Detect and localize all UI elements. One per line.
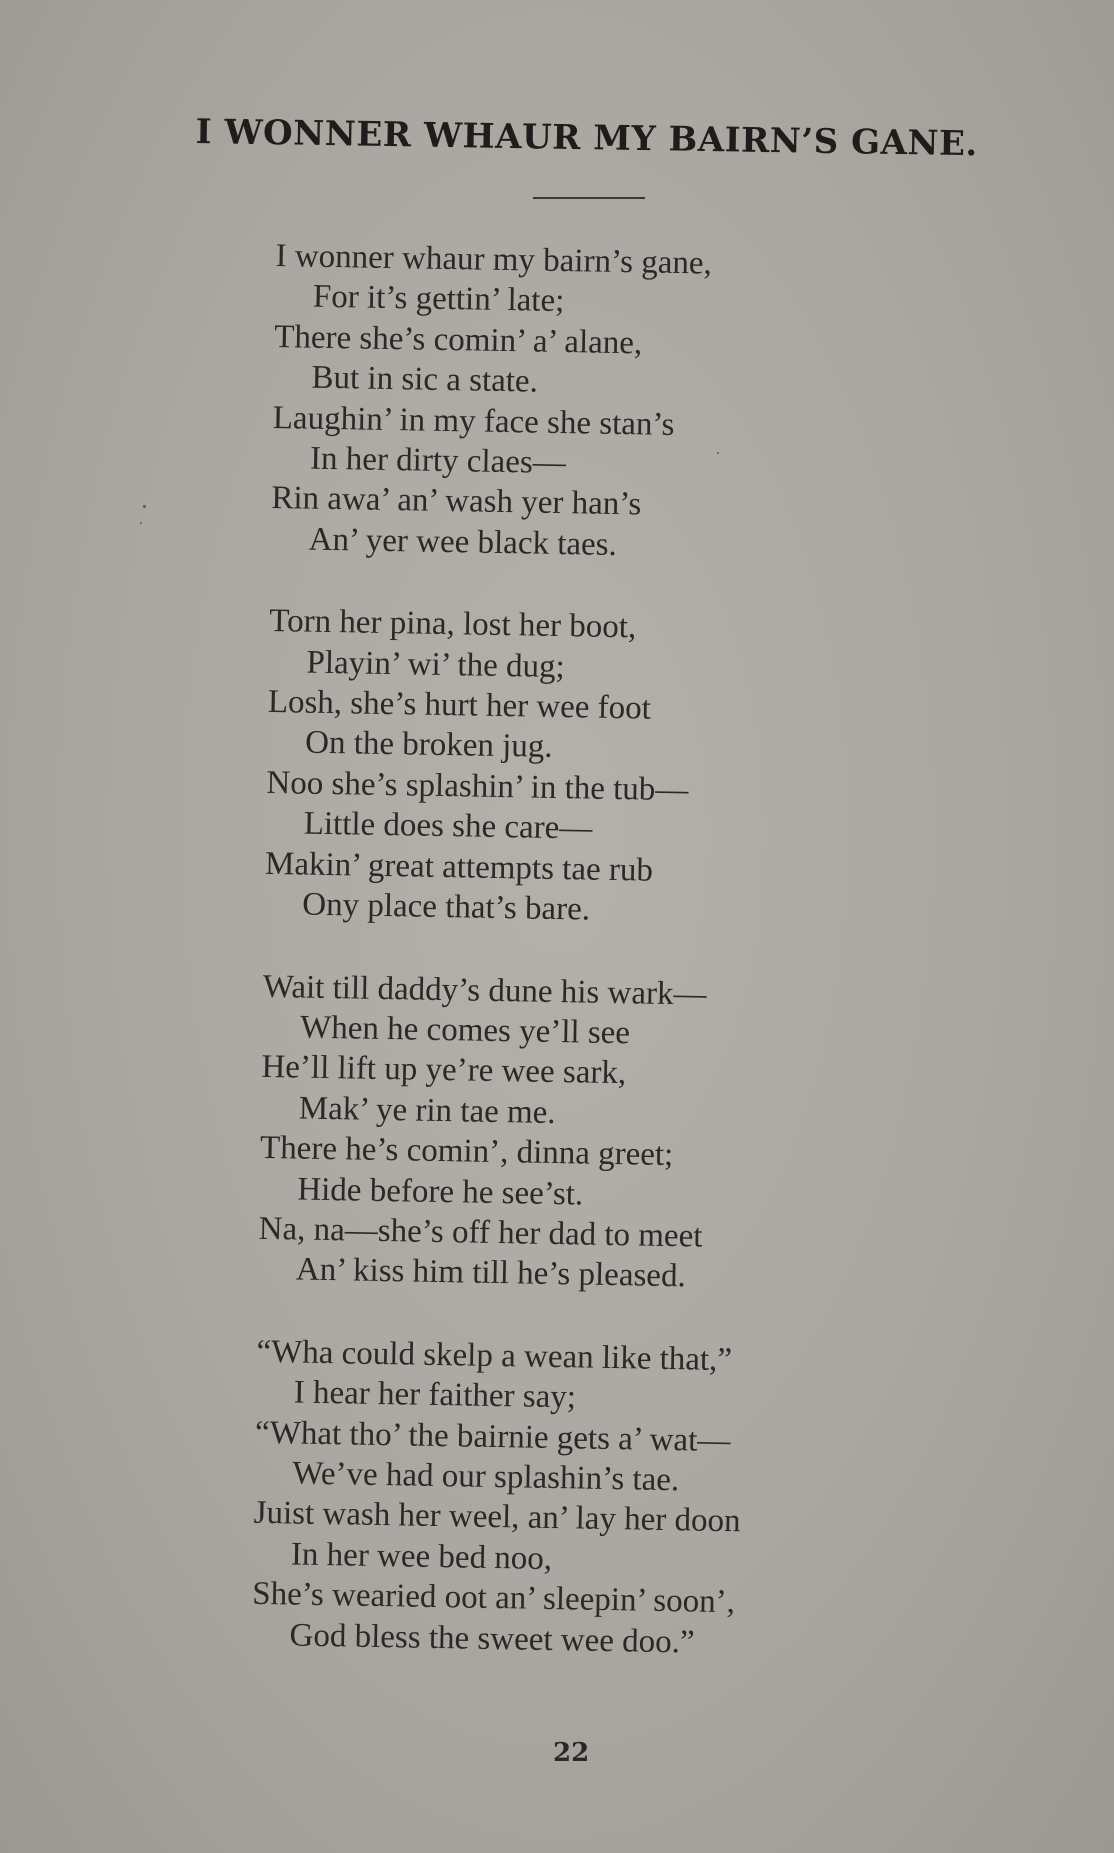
poem-line: “Wha could skelp a wean like that,”	[256, 1333, 733, 1378]
poem-line: Laughin’ in my face she stan’s	[272, 399, 675, 443]
poem-line: For it’s gettin’ late;	[312, 279, 565, 320]
page-number: 22	[553, 1738, 590, 1768]
poem-line: An’ kiss him till he’s pleased.	[295, 1251, 687, 1295]
poem-line: I wonner whaur my bairn’s gane,	[275, 237, 713, 282]
poem-line: But in sic a state.	[311, 359, 539, 400]
poem-line: There he’s comin’, dinna greet;	[259, 1129, 674, 1174]
poem-line: Ony place that’s bare.	[302, 886, 591, 928]
poem-line: Juist wash her weel, an’ lay her doon	[253, 1495, 741, 1540]
poem-line: Mak’ ye rin tae me.	[298, 1090, 556, 1131]
title-divider	[533, 197, 645, 199]
poem-line: Rin awa’ an’ wash yer han’s	[271, 480, 642, 523]
poem-line: Little does she care—	[303, 805, 593, 847]
poem-line: She’s wearied oot an’ sleepin’ soon’,	[251, 1575, 736, 1621]
stanza-3	[258, 966, 924, 1301]
poem-line: Losh, she’s hurt her wee foot	[267, 683, 652, 727]
poem-line: In her wee bed noo,	[290, 1536, 553, 1577]
poem-line: God bless the sweet wee doo.”	[289, 1617, 695, 1661]
paper-speck	[140, 522, 142, 524]
poem-line: We’ve had our splashin’s tae.	[292, 1455, 680, 1499]
paper-speck	[143, 505, 146, 508]
poem-body	[251, 236, 936, 1708]
poem-line: I hear her faither say;	[293, 1374, 577, 1416]
poem-line: Torn her pina, lost her boot,	[268, 603, 637, 646]
poem-title: I WONNER WHAUR MY BAIRN’S GANE.	[195, 112, 979, 165]
stanza-1	[270, 236, 936, 571]
poem-line: An’ yer wee black taes.	[308, 521, 618, 563]
poem-line: Hide before he see’st.	[297, 1171, 584, 1213]
poem-line: Na, na—she’s off her dad to meet	[258, 1210, 703, 1255]
poem-line: Wait till daddy’s dune his wark—	[262, 968, 707, 1013]
poem-line: There she’s comin’ a’ alane,	[273, 318, 643, 362]
paper-speck	[717, 452, 719, 454]
poem-line: In her dirty claes—	[309, 440, 567, 482]
stanza-2	[264, 601, 930, 936]
poem-line: He’ll lift up ye’re wee sark,	[261, 1049, 627, 1092]
poem-line: Playin’ wi’ the dug;	[306, 644, 565, 685]
poem-line: “What tho’ the bairnie gets a’ wat—	[254, 1414, 731, 1459]
poem-line: On the broken jug.	[304, 725, 553, 766]
poem-line: Noo she’s splashin’ in the tub—	[266, 764, 689, 809]
poem-line: When he comes ye’ll see	[299, 1009, 631, 1052]
stanza-4	[251, 1332, 917, 1667]
poem-line: Makin’ great attempts tae rub	[264, 845, 654, 889]
